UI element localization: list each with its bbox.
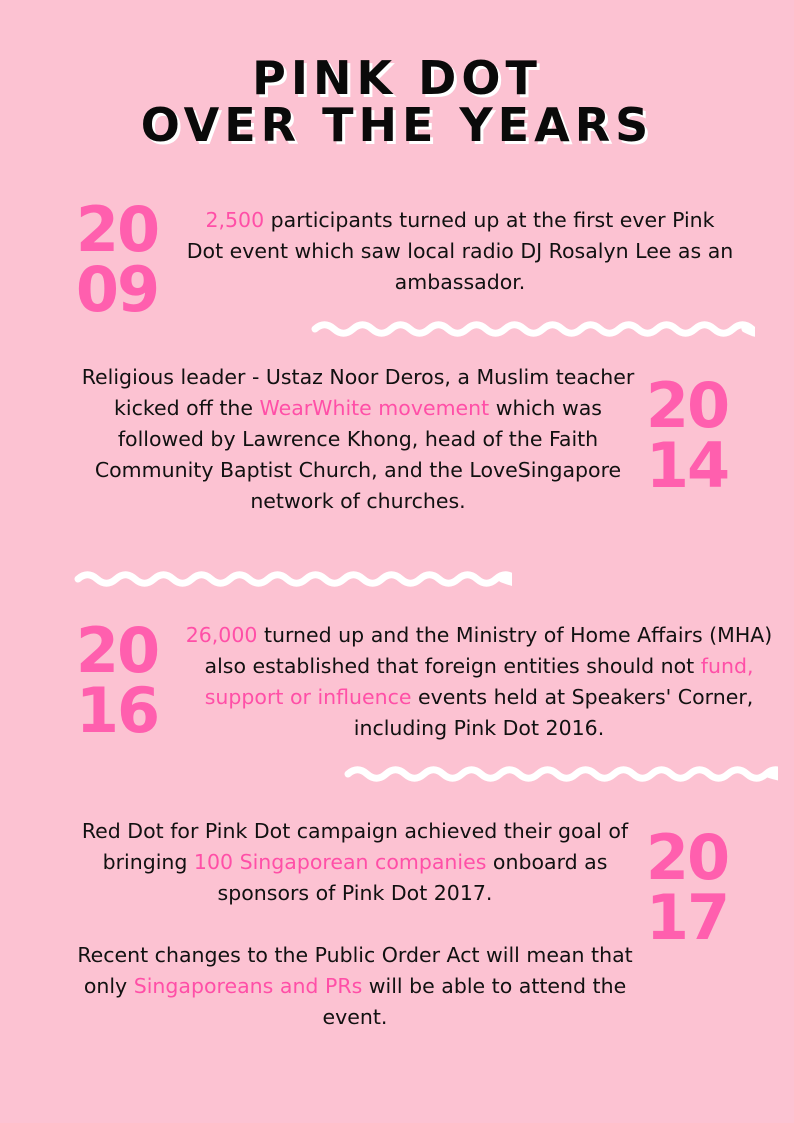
body-text: will be able to attend the event. — [322, 974, 627, 1029]
entry-2016-text — [176, 620, 782, 744]
entry-2014-text — [78, 362, 638, 517]
title-line-2: OVER THE YEARS — [140, 98, 654, 152]
body-text: Religious leader - Ustaz Noor Deros, a Muslim teacher kicked off the — [81, 365, 635, 420]
wave-line — [348, 770, 778, 778]
entry-2009-text — [186, 205, 734, 298]
year-2009 — [62, 193, 172, 326]
entry-2017-text — [72, 816, 638, 1033]
wave-line — [315, 325, 755, 333]
year-2016 — [62, 614, 172, 747]
body-text: which was followed by Lawrence Khong, head of the Faith Community Baptist Church, and the LoveSingapore network of churches. — [94, 396, 622, 513]
entry-paragraph — [78, 362, 638, 517]
highlight-text: WearWhite movement — [259, 396, 490, 420]
highlight-text: 26,000 — [185, 623, 258, 647]
highlight-text: fund, support or influence — [204, 654, 754, 709]
highlight-text: Singaporeans and PRs — [133, 974, 363, 998]
body-text: participants turned up at the first ever Pink Dot event which saw local radio DJ Rosalyn Lee as an ambassador. — [186, 208, 734, 294]
entry-paragraph — [72, 816, 638, 909]
body-text: Recent changes to the Public Order Act will mean that only — [77, 943, 633, 998]
entry-paragraph — [72, 940, 638, 1033]
year-2014-bottom: 14 — [645, 429, 729, 502]
body-text: events held at Speakers' Corner, including Pink Dot 2016. — [353, 685, 754, 740]
year-2014-top: 20 — [645, 369, 729, 442]
year-2017-bottom: 17 — [645, 881, 729, 954]
title-line-1: PINK DOT — [252, 51, 542, 105]
year-2017 — [632, 821, 742, 954]
year-2017-top: 20 — [645, 821, 729, 894]
wave-divider-1 — [305, 316, 755, 342]
body-text: Red Dot for Pink Dot campaign achieved their goal of bringing — [81, 819, 629, 874]
wave-divider-3 — [338, 761, 778, 787]
year-2009-top: 20 — [75, 193, 159, 266]
year-2016-top: 20 — [75, 614, 159, 687]
entry-paragraph — [176, 620, 782, 744]
wave-line — [78, 575, 512, 583]
entry-paragraph — [186, 205, 734, 298]
year-2016-bottom: 16 — [75, 674, 159, 747]
year-2014 — [632, 369, 742, 502]
body-text: turned up and the Ministry of Home Affairs (MHA) also established that foreign entities should not — [204, 623, 773, 678]
highlight-text: 2,500 — [205, 208, 265, 232]
highlight-text: 100 Singaporean companies — [193, 850, 487, 874]
year-2009-bottom: 09 — [75, 253, 159, 326]
body-text: onboard as sponsors of Pink Dot 2017. — [217, 850, 608, 905]
wave-divider-2 — [68, 566, 512, 592]
